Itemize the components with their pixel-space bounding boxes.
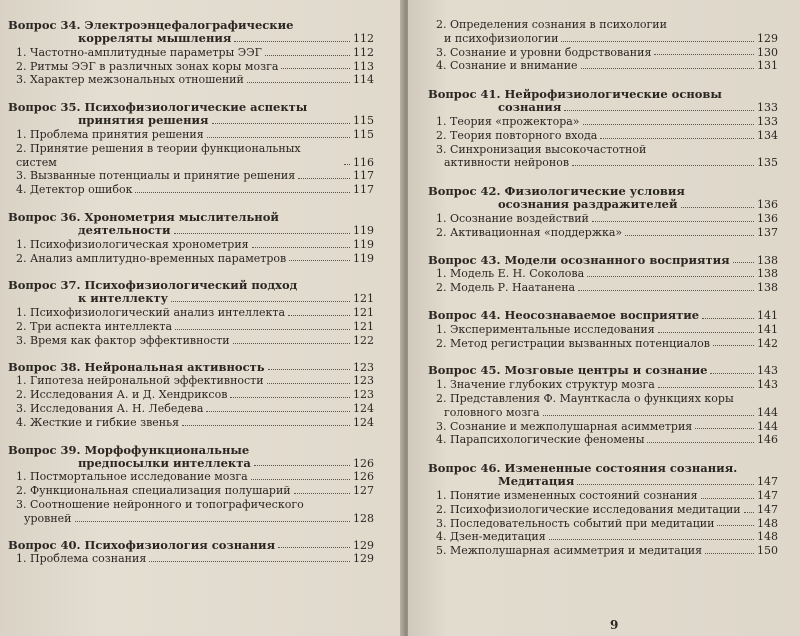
dot-leader xyxy=(717,525,754,526)
toc-subentry xyxy=(428,281,778,295)
toc-section xyxy=(8,361,374,430)
dot-leader xyxy=(543,415,754,416)
toc-entry-label: корреляты мышления xyxy=(78,31,232,45)
toc-subentry-label: 3. Синхронизация высокочастотной xyxy=(436,142,647,156)
toc-entry-label: 3. Исследования А. Н. Лебедева xyxy=(16,401,204,415)
dot-leader xyxy=(705,553,754,554)
toc-entry-label: 2. Модель Р. Наатанена xyxy=(436,281,576,295)
section-heading: Вопрос 34. Электроэнцефалографические xyxy=(8,18,294,32)
dot-leader xyxy=(234,41,350,42)
toc-page-number: 136 xyxy=(757,198,778,212)
dot-leader xyxy=(230,397,350,398)
toc-entry-label: 2. Исследования А. и Д. Хендриксов xyxy=(16,388,228,402)
toc-entry-label: Вопрос 40. Психофизиология сознания xyxy=(8,537,276,552)
section-heading-line xyxy=(8,361,374,375)
toc-entry-label: 1. Экспериментальные исследования xyxy=(436,322,655,336)
toc-page-number: 138 xyxy=(757,281,778,295)
toc-page-number: 138 xyxy=(757,267,778,281)
dot-leader xyxy=(233,343,350,344)
toc-subentry xyxy=(8,252,374,266)
dot-leader xyxy=(625,235,754,236)
dot-leader xyxy=(549,539,754,540)
toc-subentry xyxy=(8,334,374,348)
dot-leader xyxy=(171,301,350,302)
dot-leader xyxy=(587,276,754,277)
toc-entry-label: 3. Последовательность событий при медитации xyxy=(436,516,715,530)
toc-entry-label: 4. Сознание и внимание xyxy=(436,59,578,73)
toc-entry-label: и психофизиологии xyxy=(444,31,559,45)
toc-entry-label: 1. Понятие измененных состояний сознания xyxy=(436,488,698,502)
toc-subentry xyxy=(428,489,778,503)
toc-page-number: 144 xyxy=(757,419,778,433)
dot-leader xyxy=(744,512,754,513)
toc-subentry xyxy=(428,530,778,544)
dot-leader xyxy=(288,315,350,316)
dot-leader xyxy=(182,425,350,426)
section-heading: Вопрос 35. Психофизиологические аспекты xyxy=(8,100,308,115)
toc-subentry xyxy=(428,46,778,60)
toc-entry-label: Вопрос 43. Модели осознанного восприятия xyxy=(428,252,730,267)
toc-subentry xyxy=(8,60,374,74)
toc-subentry xyxy=(8,484,374,498)
section-heading-line xyxy=(8,114,374,128)
toc-subentry-label: 2. Представления Ф. Маунткасла о функциях коры xyxy=(436,391,734,405)
toc-entry-label: 4. Парапсихологические феномены xyxy=(436,433,645,447)
dot-leader xyxy=(175,329,350,330)
dot-leader xyxy=(294,493,350,494)
toc-entry-label: 3. Характер межзональных отношений xyxy=(16,73,244,87)
toc-entry-label: 4. Жесткие и гибкие звенья xyxy=(16,415,180,429)
toc-page-number: 126 xyxy=(353,456,374,470)
section-heading-line xyxy=(428,475,778,489)
toc-subentry xyxy=(428,517,778,531)
dot-leader xyxy=(174,233,350,234)
dot-leader xyxy=(583,124,754,125)
right-page xyxy=(408,0,800,636)
toc-section xyxy=(428,309,778,350)
toc-entry-label: 1. Гипотеза нейрональной эффективности xyxy=(16,374,264,388)
toc-subentry xyxy=(8,512,374,526)
toc-page-number: 117 xyxy=(353,183,374,197)
toc-entry-label: 2. Анализ амплитудно-временных параметров xyxy=(16,251,287,265)
toc-subentry xyxy=(428,129,778,143)
toc-subentry xyxy=(8,416,374,430)
toc-page-number: 147 xyxy=(757,475,778,489)
toc-page-number: 115 xyxy=(353,127,374,141)
toc-entry-label: 2. Функциональная специализация полушарий xyxy=(16,484,291,498)
toc-subentry xyxy=(8,238,374,252)
toc-entry-label: 1. Проблема сознания xyxy=(16,552,147,566)
section-heading: Вопрос 37. Психофизиологический подход xyxy=(8,278,298,293)
dot-leader xyxy=(600,138,754,139)
toc-subentry xyxy=(428,503,778,517)
toc-page-number: 113 xyxy=(353,59,374,73)
toc-entry-label: 3. Сознание и уровни бодрствования xyxy=(436,45,652,59)
toc-entry-label: 1. Психофизиологическая хронометрия xyxy=(16,237,249,251)
toc-entry-label: Вопрос 44. Неосознаваемое восприятие xyxy=(428,307,700,322)
toc-page-number: 134 xyxy=(757,128,778,142)
toc-subentry xyxy=(428,378,778,392)
toc-subentry xyxy=(8,128,374,142)
toc-subentry xyxy=(8,306,374,320)
toc-page-number: 123 xyxy=(353,374,374,388)
toc-page-number: 115 xyxy=(353,114,374,128)
dot-leader xyxy=(206,411,350,412)
toc-page-number: 148 xyxy=(757,516,778,530)
toc-subentry xyxy=(428,212,778,226)
toc-page-number: 141 xyxy=(757,308,778,322)
toc-subentry xyxy=(428,32,778,46)
section-heading-line xyxy=(8,224,374,238)
toc-page-number: 143 xyxy=(757,364,778,378)
dot-leader xyxy=(281,68,350,69)
dot-leader xyxy=(289,260,350,261)
toc-continued-items xyxy=(428,18,778,73)
toc-page-number: 138 xyxy=(757,253,778,267)
toc-page-number: 116 xyxy=(353,155,374,169)
dot-leader xyxy=(577,484,754,485)
toc-subentry xyxy=(428,59,778,73)
dot-leader xyxy=(658,332,754,333)
dot-leader xyxy=(251,479,350,480)
toc-subentry xyxy=(8,374,374,388)
toc-subentry xyxy=(8,320,374,334)
toc-section xyxy=(428,87,778,170)
dot-leader xyxy=(212,123,350,124)
toc-entry-label: 1. Теория «прожектора» xyxy=(436,114,580,128)
toc-page-number: 117 xyxy=(353,169,374,183)
toc-section xyxy=(8,278,374,347)
toc-section xyxy=(8,18,374,87)
dot-leader xyxy=(702,318,754,319)
toc-section xyxy=(8,539,374,567)
dot-leader xyxy=(298,178,350,179)
toc-page-number: 121 xyxy=(353,306,374,320)
toc-page-number: 129 xyxy=(353,538,374,552)
toc-page-number: 130 xyxy=(757,45,778,59)
toc-entry-label: 1. Проблема принятия решения xyxy=(16,127,204,141)
section-heading-line xyxy=(8,539,374,553)
toc-subentry xyxy=(8,388,374,402)
toc-section xyxy=(8,210,374,265)
toc-entry-label: 2. Принятие решения в теории функциональных систем xyxy=(16,141,301,169)
toc-subentry xyxy=(428,544,778,558)
dot-leader xyxy=(135,192,350,193)
toc-page-number: 141 xyxy=(757,322,778,336)
toc-page-number: 124 xyxy=(353,401,374,415)
dot-leader xyxy=(254,465,350,466)
toc-subentry xyxy=(8,402,374,416)
toc-page-number: 144 xyxy=(757,405,778,419)
dot-leader xyxy=(268,369,350,370)
toc-section xyxy=(428,254,778,295)
toc-entry-label: к интеллекту xyxy=(78,291,169,306)
toc-page-number: 128 xyxy=(353,511,374,525)
toc-page-number: 147 xyxy=(757,488,778,502)
section-heading: Вопрос 46. Измененные состояния сознания. xyxy=(428,461,738,476)
toc-entry-label: деятельности xyxy=(78,222,171,237)
dot-leader xyxy=(149,561,350,562)
toc-page-number: 142 xyxy=(757,336,778,350)
toc-entry-label: 4. Детектор ошибок xyxy=(16,183,133,197)
toc-subentry xyxy=(8,470,374,484)
dot-leader xyxy=(207,137,350,138)
toc-subentry xyxy=(428,156,778,170)
section-heading-line xyxy=(428,101,778,115)
toc-entry-label: предпосылки интеллекта xyxy=(78,455,251,470)
toc-page-number: 122 xyxy=(353,333,374,347)
section-heading-line xyxy=(428,198,778,212)
toc-page-number: 123 xyxy=(353,360,374,374)
toc-entry-label: 2. Активационная «поддержка» xyxy=(436,225,623,239)
toc-entry-label: 3. Время как фактор эффективности xyxy=(16,333,230,347)
toc-entry-label: принятия решения xyxy=(78,113,209,128)
toc-page-number: 121 xyxy=(353,292,374,306)
dot-leader xyxy=(713,345,754,346)
section-heading-line xyxy=(8,292,374,306)
toc-subentry xyxy=(428,226,778,240)
dot-leader xyxy=(658,387,754,388)
dot-leader xyxy=(681,207,754,208)
toc-page-number: 119 xyxy=(353,223,374,237)
toc-subentry xyxy=(428,267,778,281)
toc-page-number: 148 xyxy=(757,530,778,544)
toc-entry-label: Вопрос 45. Мозговые центры и сознание xyxy=(428,363,708,378)
toc-entry-label: 1. Психофизиологический анализ интеллекта xyxy=(16,306,286,320)
toc-subentry xyxy=(428,433,778,447)
toc-entry-label: 5. Межполушарная асимметрия и медитация xyxy=(436,544,703,558)
toc-subentry xyxy=(8,552,374,566)
section-heading: Вопрос 39. Морфофункциональные xyxy=(8,442,250,457)
section-heading: Вопрос 42. Физиологические условия xyxy=(428,184,685,199)
section-heading-line xyxy=(428,254,778,268)
section-heading-line xyxy=(8,457,374,471)
dot-leader xyxy=(578,290,754,291)
toc-page-number: 143 xyxy=(757,378,778,392)
dot-leader xyxy=(695,428,754,429)
toc-subentry xyxy=(8,183,374,197)
toc-entry-label: 1. Постмортальное исследование мозга xyxy=(16,470,248,484)
toc-entry-label: уровней xyxy=(24,511,72,525)
toc-entry-label: головного мозга xyxy=(444,405,540,419)
toc-page-number: 124 xyxy=(353,415,374,429)
section-heading-line xyxy=(428,364,778,378)
toc-entry-label: 2. Теория повторного входа xyxy=(436,128,598,142)
dot-leader xyxy=(733,262,754,263)
toc-entry-label: 2. Ритмы ЭЭГ в различных зонах коры мозга xyxy=(16,59,279,73)
dot-leader xyxy=(267,383,350,384)
toc-subentry xyxy=(428,115,778,129)
section-heading: Вопрос 36. Хронометрия мыслительной xyxy=(8,209,279,224)
dot-leader xyxy=(592,221,754,222)
dot-leader xyxy=(581,68,754,69)
toc-subentry xyxy=(8,142,374,170)
toc-entry-label: 3. Сознание и межполушарная асимметрия xyxy=(436,419,693,433)
toc-entry-label: 2. Три аспекта интеллекта xyxy=(16,319,173,333)
toc-section xyxy=(8,100,374,197)
toc-page-number: 123 xyxy=(353,388,374,402)
toc-page-number: 146 xyxy=(757,433,778,447)
toc-section xyxy=(8,443,374,526)
toc-page-number: 137 xyxy=(757,225,778,239)
toc-page-number: 126 xyxy=(353,470,374,484)
toc-page-number: 133 xyxy=(757,114,778,128)
toc-page-number: 150 xyxy=(757,544,778,558)
section-heading-line xyxy=(8,32,374,46)
toc-subentry xyxy=(428,420,778,434)
toc-subentry xyxy=(8,73,374,87)
toc-entry-label: Вопрос 38. Нейрональная активность xyxy=(8,359,265,374)
toc-section xyxy=(428,184,778,239)
dot-leader xyxy=(701,498,754,499)
toc-page-number: 131 xyxy=(757,59,778,73)
toc-entry-label: 2. Психофизиологические исследования медитации xyxy=(436,502,741,516)
dot-leader xyxy=(572,165,754,166)
dot-leader xyxy=(247,82,350,83)
toc-page-number: 127 xyxy=(353,484,374,498)
dot-leader xyxy=(647,442,754,443)
toc-entry-label: 1. Модель Е. Н. Соколова xyxy=(436,267,585,281)
toc-entry-label: активности нейронов xyxy=(444,156,570,170)
section-heading: Вопрос 41. Нейрофизиологические основы xyxy=(428,87,722,102)
toc-entry-label: 2. Метод регистрации вызванных потенциалов xyxy=(436,336,710,350)
dot-leader xyxy=(654,54,754,55)
toc-entry-label: сознания xyxy=(498,100,562,115)
toc-page-number: 129 xyxy=(757,31,778,45)
toc-subentry xyxy=(428,337,778,351)
section-heading-line xyxy=(428,309,778,323)
toc-page-number: 119 xyxy=(353,237,374,251)
toc-page-number: 129 xyxy=(353,552,374,566)
toc-subentry xyxy=(428,406,778,420)
toc-entry-label: 3. Вызванные потенциалы и принятие решения xyxy=(16,169,296,183)
dot-leader xyxy=(252,247,350,248)
toc-subentry xyxy=(428,323,778,337)
toc-page-number: 121 xyxy=(353,319,374,333)
toc-entry-label: осознания раздражителей xyxy=(498,197,678,212)
dot-leader xyxy=(265,55,350,56)
toc-subentry xyxy=(8,46,374,60)
toc-page-number: 136 xyxy=(757,211,778,225)
toc-page-number: 147 xyxy=(757,502,778,516)
toc-page-number: 114 xyxy=(353,73,374,87)
toc-entry-label: 1. Осознание воздействий xyxy=(436,211,589,225)
toc-section xyxy=(428,364,778,447)
dot-leader xyxy=(564,110,754,111)
toc-subentry xyxy=(8,169,374,183)
dot-leader xyxy=(710,373,754,374)
toc-subentry-label: 3. Соотношение нейронного и топографического xyxy=(16,497,304,511)
toc-page-number: 112 xyxy=(353,45,374,59)
dot-leader xyxy=(75,521,350,522)
toc-section xyxy=(428,461,778,558)
dot-leader xyxy=(278,547,350,548)
toc-entry-label: 1. Значение глубоких структур мозга xyxy=(436,378,655,392)
toc-page-number: 112 xyxy=(353,32,374,45)
dot-leader xyxy=(344,164,350,165)
toc-subentry-label: 2. Определения сознания в психологии xyxy=(436,18,667,31)
toc-entry-label: Медитация xyxy=(498,474,575,489)
dot-leader xyxy=(561,41,754,42)
toc-page-number: 133 xyxy=(757,101,778,115)
toc-page-number: 135 xyxy=(757,156,778,170)
toc-entry-label: 4. Дзен-медитация xyxy=(436,530,546,544)
toc-page-number: 119 xyxy=(353,251,374,265)
toc-entry-label: 1. Частотно-амплитудные параметры ЭЭГ xyxy=(16,45,262,59)
page-number-right: 9 xyxy=(610,618,619,632)
